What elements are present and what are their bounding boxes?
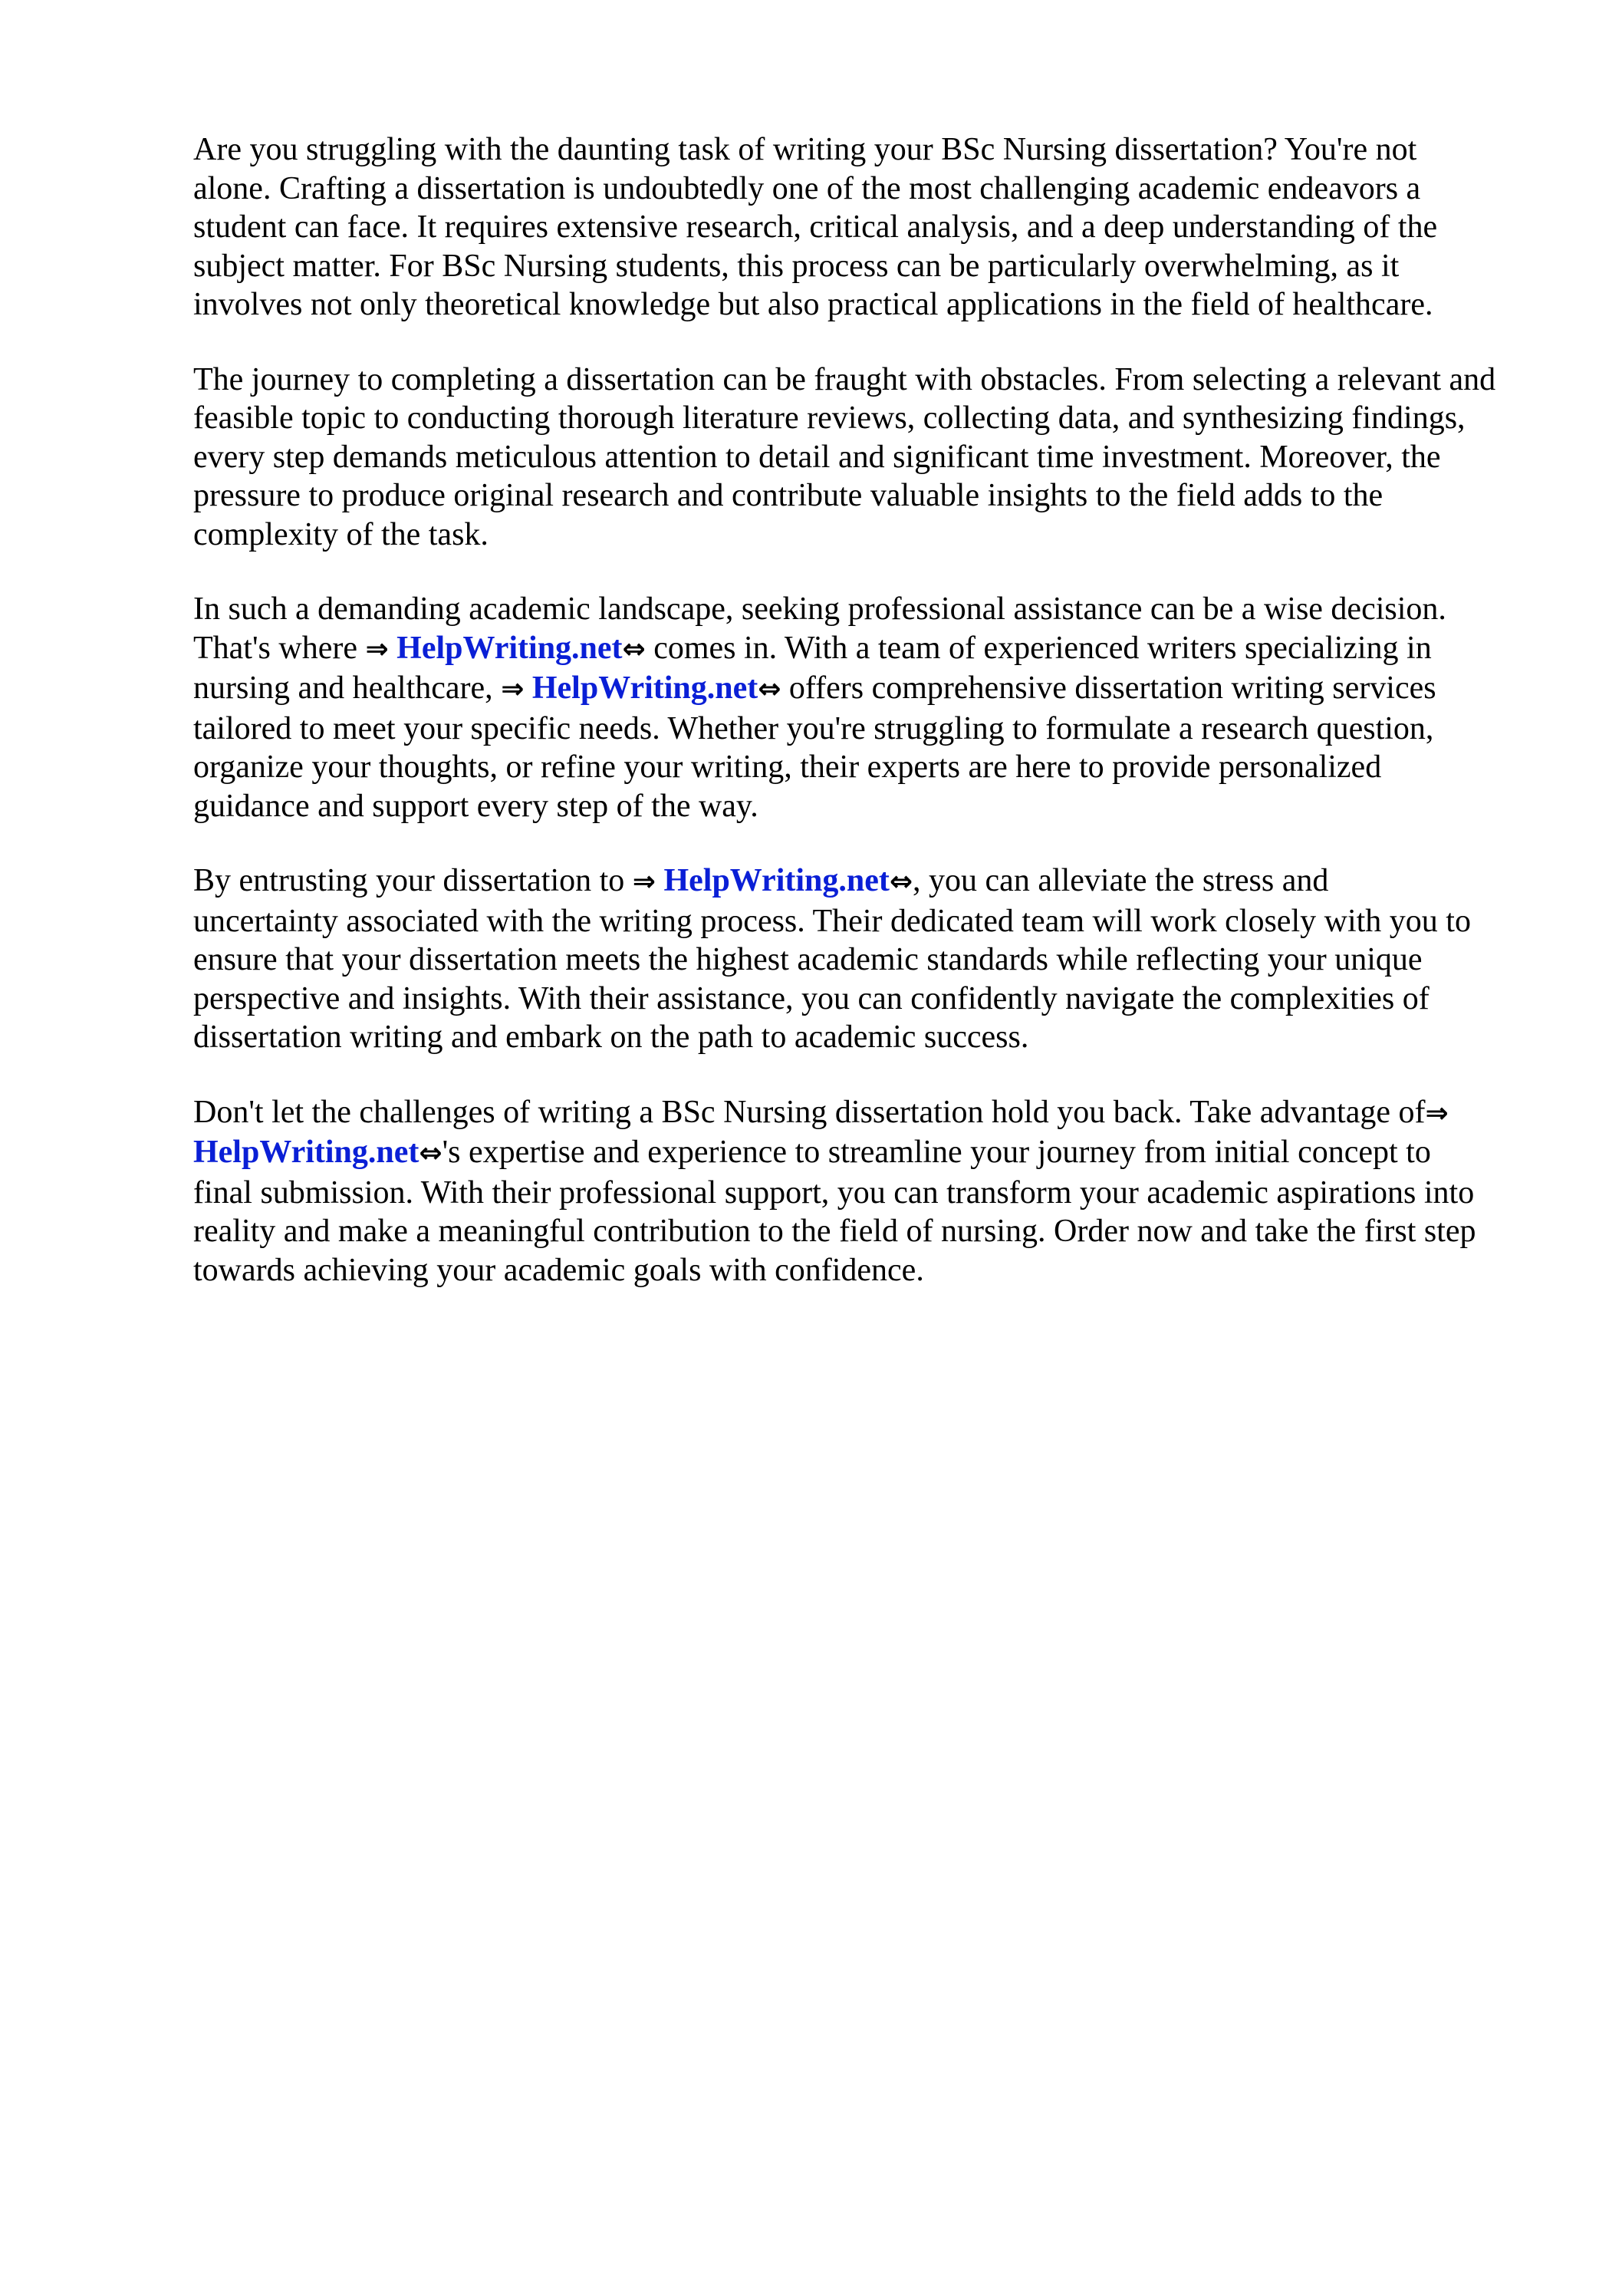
text-segment [656,863,664,898]
text-line [193,247,1574,286]
text-line [193,629,1574,670]
text-segment: 's expertise and experience to streamline your journey from initial concept to [442,1135,1431,1170]
text-line [193,710,1574,749]
right-double-arrow-icon: ⇒ [365,633,389,665]
text-segment: towards achieving your academic goals with confidence. [193,1252,924,1288]
document-body [193,130,1574,1326]
text-line [193,1093,1574,1134]
text-line [193,787,1574,826]
text-segment: offers comprehensive dissertation writing services [781,670,1436,706]
text-line [193,861,1574,902]
text-line [193,1251,1574,1290]
text-segment: , you can alleviate the stress and [913,863,1329,898]
right-double-arrow-icon: ⇒ [632,866,656,898]
text-segment: That's where [193,630,366,666]
text-segment: feasible topic to conducting thorough literature reviews, collecting data, and synthesizing findings, [193,400,1466,436]
text-line [193,208,1574,247]
text-line [193,1133,1574,1174]
left-right-double-arrow-icon: ⇔ [419,1138,443,1169]
right-double-arrow-icon: ⇒ [1425,1097,1449,1129]
text-segment: alone. Crafting a dissertation is undoubtedly one of the most challenging academic endeavors a [193,170,1421,206]
text-segment: dissertation writing and embark on the path to academic success. [193,1020,1029,1055]
text-segment [524,670,532,706]
left-right-double-arrow-icon: ⇔ [622,633,646,665]
text-line [193,590,1574,629]
text-line [193,130,1574,170]
right-double-arrow-icon: ⇒ [501,674,525,705]
text-segment: Don't let the challenges of writing a BSc Nursing dissertation hold you back. Take advantage of [193,1094,1426,1130]
helpwriting-link[interactable]: HelpWriting.net [396,630,623,666]
text-segment: organize your thoughts, or refine your writing, their experts are here to provide personalized [193,749,1382,785]
text-segment: subject matter. For BSc Nursing students, this process can be particularly overwhelming, as it [193,248,1400,284]
text-segment: Are you struggling with the daunting task of writing your BSc Nursing dissertation? You're not [193,132,1417,167]
text-segment: By entrusting your dissertation to [193,863,633,898]
text-segment: ensure that your dissertation meets the highest academic standards while reflecting your unique [193,942,1423,977]
left-right-double-arrow-icon: ⇔ [889,866,913,898]
text-line [193,516,1574,555]
paragraph [193,361,1574,555]
text-segment: every step demands meticulous attention to detail and significant time investment. Moreover, the [193,439,1441,475]
paragraph [193,1093,1574,1290]
left-right-double-arrow-icon: ⇔ [758,674,781,705]
text-line [193,399,1574,438]
text-segment: In such a demanding academic landscape, seeking professional assistance can be a wise decision. [193,591,1446,627]
text-segment: tailored to meet your specific needs. Whether you're struggling to formulate a research question, [193,710,1434,746]
text-segment: final submission. With their professional support, you can transform your academic aspirations into [193,1174,1475,1211]
text-segment: comes in. With a team of experienced writers specializing in [645,630,1432,666]
paragraph [193,861,1574,1057]
text-line [193,669,1574,710]
helpwriting-link[interactable]: HelpWriting.net [531,670,758,706]
text-segment: involves not only theoretical knowledge but also practical applications in the field of healthcare. [193,287,1433,322]
paragraph [193,130,1574,324]
text-line [193,1174,1574,1213]
text-segment: perspective and insights. With their assistance, you can confidently navigate the complexities of [193,980,1430,1016]
text-segment: pressure to produce original research and contribute valuable insights to the field adds to the [193,478,1383,513]
text-segment: complexity of the task. [193,516,489,552]
text-segment: guidance and support every step of the way. [193,788,758,824]
text-line [193,1212,1574,1251]
helpwriting-link[interactable]: HelpWriting.net [193,1135,419,1170]
text-line [193,748,1574,787]
text-line [193,476,1574,516]
text-segment: student can face. It requires extensive research, critical analysis, and a deep understanding of the [193,209,1438,245]
text-line [193,170,1574,209]
text-segment [389,631,397,666]
helpwriting-link[interactable]: HelpWriting.net [663,863,890,898]
text-line [193,980,1574,1019]
text-segment: uncertainty associated with the writing process. Their dedicated team will work closely with you to [193,903,1471,939]
text-line [193,438,1574,477]
text-segment: reality and make a meaningful contribution to the field of nursing. Order now and take the first step [193,1214,1476,1249]
text-line [193,285,1574,324]
text-line [193,361,1574,400]
text-segment: The journey to completing a dissertation can be fraught with obstacles. From selecting a relevant and [193,361,1496,397]
paragraph [193,590,1574,825]
text-line [193,1018,1574,1057]
text-line [193,940,1574,980]
text-segment: nursing and healthcare, [193,670,502,706]
text-line [193,902,1574,941]
